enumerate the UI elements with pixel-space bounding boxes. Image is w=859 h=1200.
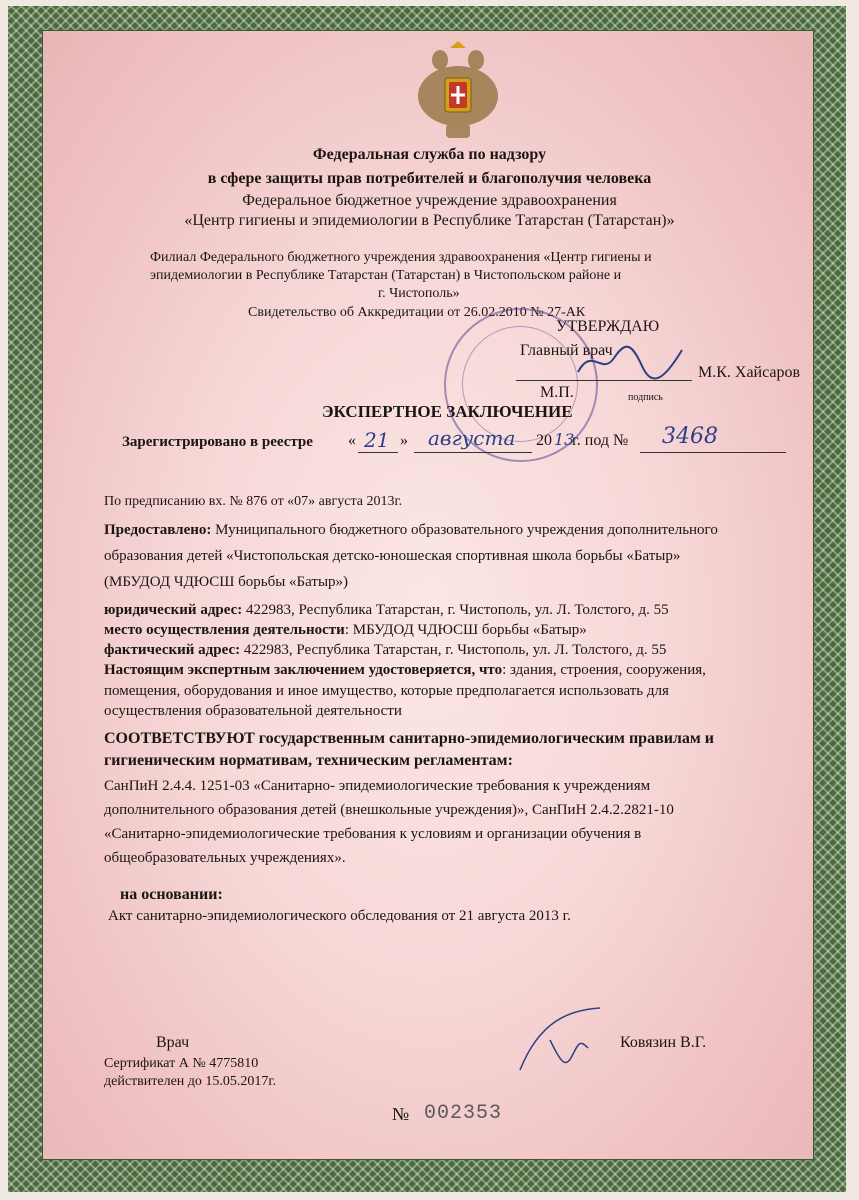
certifies-text-1: : здания, строения, сооружения, xyxy=(502,662,706,678)
institution-line-2: «Центр гигиены и эпидемиологии в Республике Татарстан (Татарстан)» xyxy=(184,212,675,229)
branch-line-2: эпидемиологии в Республике Татарстан (Татарстан) в Чистопольском районе и xyxy=(150,268,622,283)
form-number-symbol: № xyxy=(392,1104,410,1124)
certifies-line-1 xyxy=(104,662,706,679)
registration-year-prefix: 20 xyxy=(536,432,552,449)
legal-address xyxy=(104,602,669,619)
form-number-value: 002353 xyxy=(424,1102,503,1125)
accreditation-line: Свидетельство об Аккредитации от 26.02.2010 № 27-АК xyxy=(248,305,586,320)
branch-line-3: г. Чистополь» xyxy=(378,286,460,301)
provided-label: Предоставлено: xyxy=(104,522,212,538)
regulation-line-4: общеобразовательных учреждениях». xyxy=(104,850,346,866)
actual-address xyxy=(104,642,666,659)
provided-line-3: (МБУДОД ЧДЮСШ борьбы «Батыр») xyxy=(104,574,349,590)
approve-label: УТВЕРЖДАЮ xyxy=(556,318,660,335)
certifies-label: Настоящим экспертным заключением удостоверяется, что xyxy=(104,662,503,678)
activity-place-value: : МБУДОД ЧДЮСШ борьбы «Батыр» xyxy=(344,622,587,638)
conformity-caps: СООТВЕТСТВУЮТ xyxy=(104,730,255,747)
doctor-certificate: Сертификат А № 4775810 xyxy=(104,1056,259,1071)
registration-quote-open: « xyxy=(348,432,356,449)
branch-line-1: Филиал Федерального бюджетного учреждения здравоохранения «Центр гигиены и xyxy=(150,250,652,265)
seal-label: М.П. xyxy=(540,384,574,401)
certifies-line-3: осуществления образовательной деятельности xyxy=(104,703,402,719)
chief-doctor-name: М.К. Хайсаров xyxy=(698,364,801,381)
registration-year-suffix: 13 xyxy=(554,430,575,449)
registration-label: Зарегистрировано в реестре xyxy=(122,434,313,450)
certificate-validity: действителен до 15.05.2017г. xyxy=(104,1074,277,1089)
registration-year-unit: г. под № xyxy=(572,432,629,449)
basis-text: Акт санитарно-эпидемиологического обследования от 21 августа 2013 г. xyxy=(108,908,571,924)
regulation-line-1: СанПиН 2.4.4. 1251-03 «Санитарно- эпидемиологические требования к учреждениям xyxy=(104,778,651,794)
agency-line-1: Федеральная служба по надзору xyxy=(312,146,547,163)
basis-label: на основании: xyxy=(120,886,223,903)
conformity-line-1 xyxy=(104,730,714,748)
doctor-signature-icon xyxy=(510,1000,620,1084)
activity-place xyxy=(104,622,587,639)
provided-line-2: образования детей «Чистопольская детско-юношеская спортивная школа борьбы «Батыр» xyxy=(104,548,681,564)
chief-doctor-label: Главный врач xyxy=(520,342,613,359)
day-underline xyxy=(358,452,398,453)
order-line: По предписанию вх. № 876 от «07» августа 2013г. xyxy=(104,494,403,509)
actual-address-value: 422983, Республика Татарстан, г. Чистополь, ул. Л. Толстого, д. 55 xyxy=(240,642,667,658)
provided-line-1 xyxy=(104,522,718,539)
actual-address-label: фактический адрес: xyxy=(104,642,241,658)
conformity-text-1: государственным санитарно-эпидемиологическим правилам и xyxy=(254,730,715,747)
registration-number: 3468 xyxy=(662,424,718,449)
double-headed-eagle-emblem-icon xyxy=(410,38,506,146)
registration-day: 21 xyxy=(364,428,390,452)
month-underline xyxy=(414,452,532,453)
activity-place-label: место осуществления деятельности xyxy=(104,622,345,638)
legal-address-label: юридический адрес: xyxy=(104,602,243,618)
signature-caption: подпись xyxy=(628,392,663,403)
chief-signature-icon xyxy=(572,336,692,384)
certifies-line-2: помещения, оборудования и иное имущество, которые предполагается использовать для xyxy=(104,683,669,699)
doctor-name: Ковязин В.Г. xyxy=(620,1034,707,1051)
number-underline xyxy=(640,452,786,453)
doctor-position: Врач xyxy=(156,1034,190,1051)
provided-text-1: Муниципального бюджетного образовательного учреждения дополнительного xyxy=(211,522,718,538)
legal-address-value: 422983, Республика Татарстан, г. Чистополь, ул. Л. Толстого, д. 55 xyxy=(242,602,669,618)
registration-month: августа xyxy=(428,426,516,450)
conformity-line-2: гигиеническим нормативам, техническим регламентам: xyxy=(104,752,513,769)
registration-quote-close: » xyxy=(400,432,408,449)
regulation-line-3: «Санитарно-эпидемиологические требования к условиям и организации обучения в xyxy=(104,826,642,842)
agency-line-2: в сфере защиты прав потребителей и благополучия человека xyxy=(207,170,652,187)
regulation-line-2: дополнительного образования детей (внешкольные учреждения)», СанПиН 2.4.2.2821-10 xyxy=(104,802,674,818)
institution-line-1: Федеральное бюджетное учреждение здравоохранения xyxy=(242,192,617,209)
document-title: ЭКСПЕРТНОЕ ЗАКЛЮЧЕНИЕ xyxy=(322,402,573,421)
